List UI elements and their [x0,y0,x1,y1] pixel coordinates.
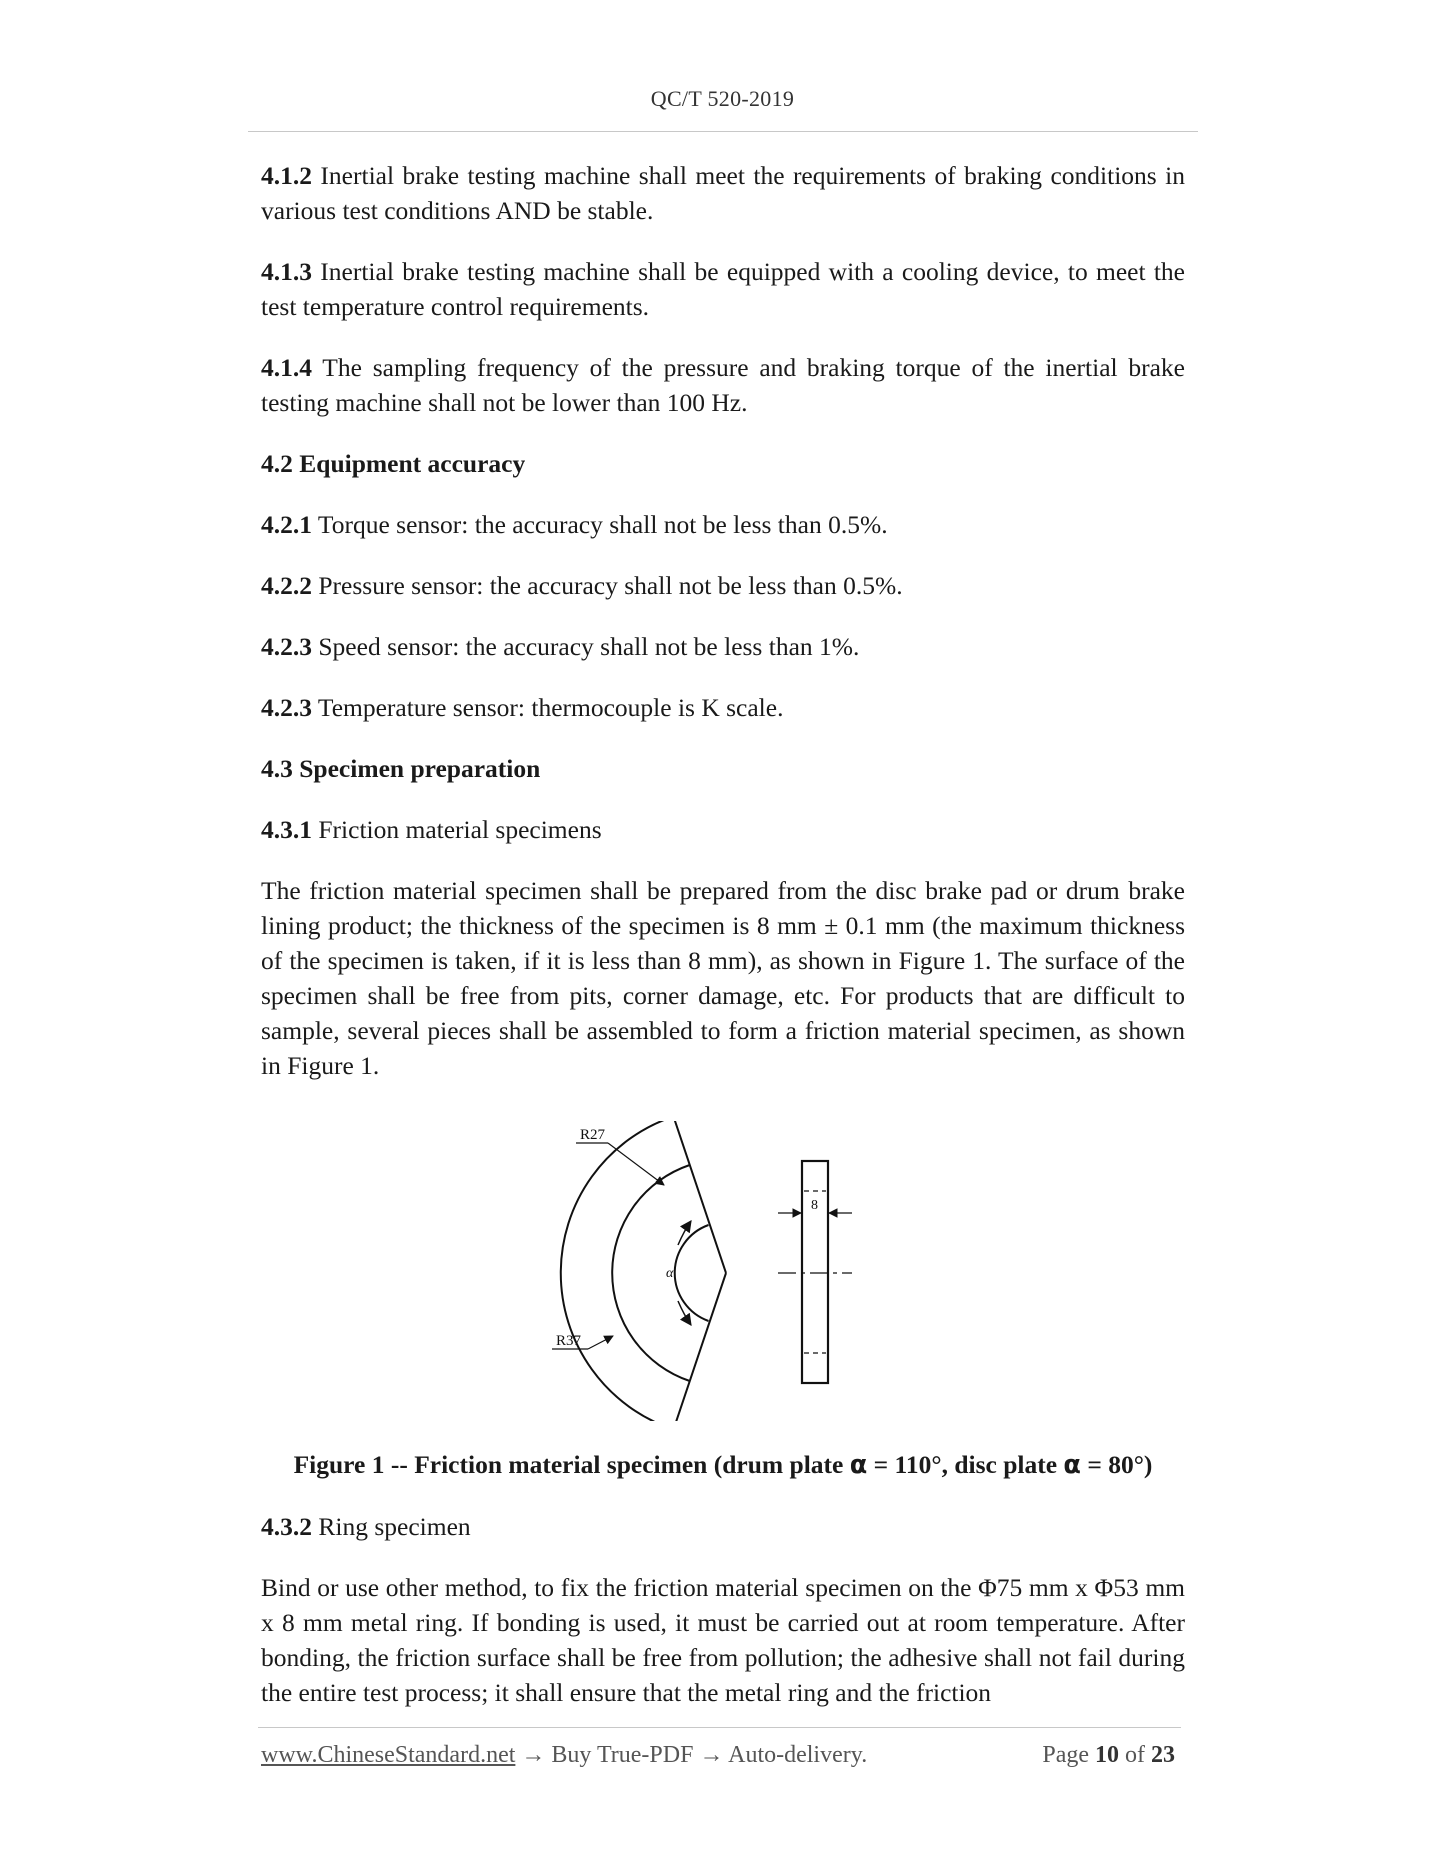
specimen-drawing [546,1121,906,1421]
clause-4-2-2 [261,568,1185,603]
clause-text: The sampling frequency of the pressure and braking torque of the inertial brake testing machine shall not be lower than 100 Hz. [261,353,1185,417]
page-label: Page [1042,1742,1095,1768]
clause-number: 4.1.3 [261,257,312,286]
sector-edge-top [674,1121,727,1273]
sector-middle-arc [612,1165,690,1381]
footer-left [261,1742,867,1769]
clause-number: 4.2.1 [261,510,312,539]
page-total: 23 [1151,1742,1175,1768]
clause-4-3-1 [261,812,1185,847]
page-header: QC/T 520-2019 [650,86,795,111]
clause-text: Speed sensor: the accuracy shall not be less than 1%. [312,632,860,661]
clause-number: 4.3.2 [261,1512,312,1541]
caption-alpha-symbol: α [1063,1450,1081,1480]
clause-4-2-3-temperature [261,690,1185,725]
leader-r37-diag [588,1336,613,1349]
caption-alpha-symbol: α [849,1450,868,1480]
clause-4-1-3 [261,254,1185,324]
label-r27: R27 [580,1127,606,1143]
clause-4-3-2 [261,1509,1185,1544]
clause-number: 4.3.1 [261,815,312,844]
clause-text: Ring specimen [312,1512,471,1541]
caption-suffix: = 80°) [1080,1450,1153,1479]
clause-text: Inertial brake testing machine shall be equipped with a cooling device, to meet the test temperature control requirements. [261,257,1185,321]
figure-caption [261,1447,1185,1483]
clause-text: Pressure sensor: the accuracy shall not be less than 0.5%. [312,571,903,600]
clause-text: Temperature sensor: thermocouple is K scale. [312,693,784,722]
clause-4-2-3-speed [261,629,1185,664]
clause-text: Inertial brake testing machine shall meet the requirements of braking conditions in various test conditions AND be stable. [261,161,1185,225]
clause-number: 4.2.2 [261,571,312,600]
clause-4-2-1 [261,507,1185,542]
clause-number: 4.2.3 [261,632,312,661]
clause-number: 4.1.2 [261,161,312,190]
page-indicator [1042,1742,1175,1769]
figure-1 [261,1121,1185,1421]
header-rule [248,131,1198,132]
side-view [802,1161,828,1383]
caption-prefix: Figure 1 -- Friction material specimen (drum plate [293,1450,850,1479]
clause-4-1-2 [261,158,1185,228]
page-content [261,158,1185,1736]
label-alpha: α [666,1266,674,1281]
heading-4-3: 4.3 Specimen preparation [261,754,541,783]
caption-mid: = 110°, disc plate [867,1450,1064,1479]
leader-r27-diag [608,1143,664,1185]
label-r37: R37 [556,1333,582,1349]
paragraph-4-3-2: Bind or use other method, to fix the friction material specimen on the Φ75 mm x Φ53 mm x 8 mm metal ring. If bonding is used, it must be carried out at room temperature. After bonding, the friction surface shall be free from pollution; the adhesive shall not fail during the entire test process; it shall ensure that the metal ring and the friction [261,1573,1185,1707]
page-number: 10 [1095,1742,1119,1768]
clause-4-1-4 [261,350,1185,420]
clause-text: Torque sensor: the accuracy shall not be less than 0.5%. [312,510,888,539]
label-thickness: 8 [811,1198,818,1213]
clause-number: 4.1.4 [261,353,312,382]
heading-4-2: 4.2 Equipment accuracy [261,449,526,478]
sector-edge-bottom [674,1273,727,1421]
footer-text: → Buy True-PDF → Auto-delivery. [515,1742,868,1768]
website-link[interactable]: www.ChineseStandard.net [261,1742,516,1768]
clause-number: 4.2.3 [261,693,312,722]
sector-outer-arc [561,1121,674,1421]
of-label: of [1119,1742,1151,1768]
paragraph-4-3-1: The friction material specimen shall be prepared from the disc brake pad or drum brake lining product; the thickness of the specimen is 8 mm ± 0.1 mm (the maximum thickness of the specimen is taken, if it is less than 8 mm), as shown in Figure 1. The surface of the specimen shall be free from pits, corner damage, etc. For products that are difficult to sample, several pieces shall be assembled to form a friction material specimen, as shown in Figure 1. [261,876,1185,1080]
clause-text: Friction material specimens [312,815,602,844]
footer-rule [258,1727,1181,1728]
